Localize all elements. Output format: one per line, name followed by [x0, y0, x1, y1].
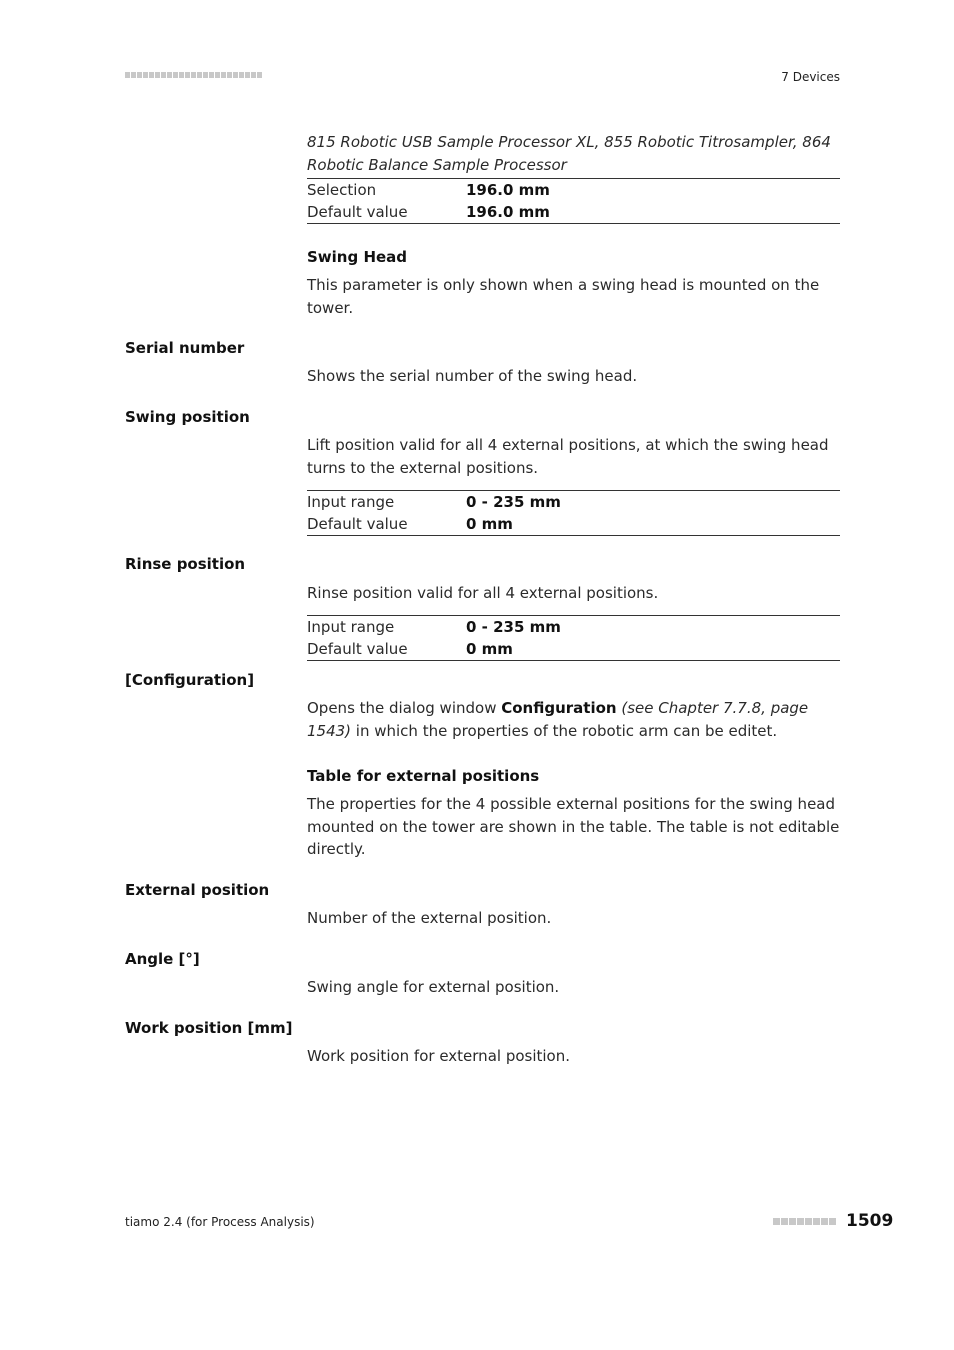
table-row — [307, 491, 840, 513]
table-value: 0 - 235 mm — [466, 493, 561, 511]
serial-number-text: Shows the serial number of the swing head. — [307, 367, 638, 385]
table-key: Input range — [307, 493, 395, 511]
table-row — [307, 638, 840, 660]
table-key: Input range — [307, 618, 395, 636]
chapter-reference-link[interactable]: (see Chapter 7.7.8, page 1543) — [307, 699, 809, 740]
external-position-text: Number of the external position. — [307, 909, 552, 927]
external-table-text: The properties for the 4 possible external positions for the swing head mounted on the tower are shown in the table. The table is not editable directly. — [307, 795, 840, 858]
configuration-text — [307, 697, 840, 742]
swing-head-heading: Swing Head — [307, 248, 408, 266]
table-row — [307, 513, 840, 535]
table-key: Default value — [307, 203, 408, 221]
angle-term: Angle [°] — [125, 950, 200, 968]
chapter-header: 7 Devices — [781, 70, 840, 84]
swing-position-text: Lift position valid for all 4 external positions, at which the swing head turns to the external positions. — [307, 436, 829, 477]
header-decoration — [125, 72, 262, 80]
page-number: 1509 — [846, 1211, 894, 1231]
table-row — [307, 201, 840, 223]
swing-position-term: Swing position — [125, 408, 250, 426]
angle-text: Swing angle for external position. — [307, 978, 560, 996]
table-value: 196.0 mm — [466, 181, 550, 199]
footer-product: tiamo 2.4 (for Process Analysis) — [125, 1215, 315, 1229]
selection-table — [307, 178, 840, 224]
table-value: 0 - 235 mm — [466, 618, 561, 636]
table-key: Default value — [307, 515, 408, 533]
work-position-term: Work position [mm] — [125, 1019, 293, 1037]
table-row — [307, 179, 840, 201]
footer-decoration — [773, 1218, 836, 1225]
serial-number-term: Serial number — [125, 339, 245, 357]
table-value: 196.0 mm — [466, 203, 550, 221]
table-key: Selection — [307, 181, 377, 199]
external-position-term: External position — [125, 881, 270, 899]
configuration-term: [Configuration] — [125, 671, 255, 689]
table-row — [307, 616, 840, 638]
work-position-text: Work position for external position. — [307, 1047, 570, 1065]
rinse-position-term: Rinse position — [125, 555, 246, 573]
rinse-position-table — [307, 615, 840, 661]
configuration-dialog-name: Configuration — [501, 699, 617, 717]
table-value: 0 mm — [466, 515, 513, 533]
configuration-text-pre: Opens the dialog window — [307, 699, 502, 717]
external-table-heading: Table for external positions — [307, 767, 540, 785]
rinse-position-text: Rinse position valid for all 4 external positions. — [307, 584, 659, 602]
swing-head-text: This parameter is only shown when a swing head is mounted on the tower. — [307, 276, 820, 317]
swing-position-table — [307, 490, 840, 536]
device-caption: 815 Robotic USB Sample Processor XL, 855 Robotic Titrosampler, 864 Robotic Balance Sample Processor — [307, 133, 831, 174]
configuration-text-post: in which the properties of the robotic arm can be editet. — [351, 721, 778, 740]
table-value: 0 mm — [466, 640, 513, 658]
table-key: Default value — [307, 640, 408, 658]
